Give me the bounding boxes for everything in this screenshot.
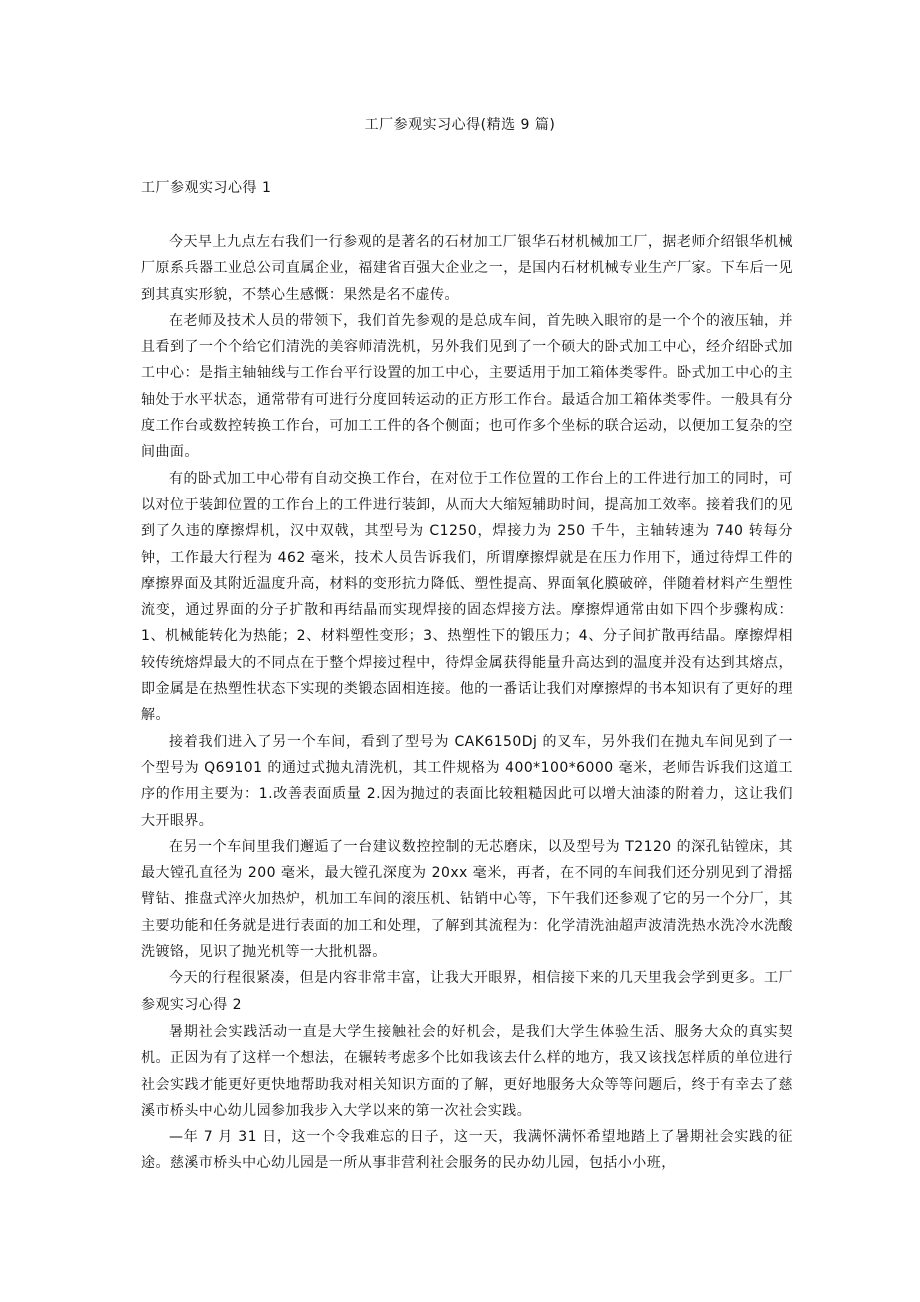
- paragraph: 今天早上九点左右我们一行参观的是著名的石材加工厂银华石材机械加工厂，据老师介绍银华机械厂原系兵器工业总公司直属企业，福建省百强大企业之一，是国内石材机械专业生产厂家。下车后一见到其真实形貌，不禁心生感慨：果然是名不虚传。: [141, 234, 793, 303]
- paragraph: 在老师及技术人员的带领下，我们首先参观的是总成车间，首先映入眼帘的是一个个的液压轴，并且看到了一个个给它们清洗的美容师清洗机，另外我们见到了一个硕大的卧式加工中心，经介绍卧式加工中心：是指主轴轴线与工作台平行设置的加工中心，主要适用于加工箱体类零件。卧式加工中心的主轴处于水平状态，通常带有可进行分度回转运动的正方形工作台。最适合加工箱体类零件。一般具有分度工作台或数控转换工作台，可加工工件的各个侧面；也可作多个坐标的联合运动，以便加工复杂的空间曲面。: [141, 312, 793, 461]
- paragraph: 暑期社会实践活动一直是大学生接触社会的好机会，是我们大学生体验生活、服务大众的真实契机。正因为有了这样一个想法，在辗转考虑多个比如我该去什么样的地方，我又该找怎样质的单位进行社会实践才能更好更快地帮助我对相关知识方面的了解，更好地服务大众等等问题后，终于有幸去了慈溪市桥头中心幼儿园参加我步入大学以来的第一次社会实践。: [141, 1024, 793, 1119]
- paragraph: —年 7 月 31 日，这一个令我难忘的日子，这一天，我满怀满怀希望地踏上了暑期社会实践的征途。慈溪市桥头中心幼儿园是一所从事非营利社会服务的民办幼儿园，包括小小班，: [141, 1129, 793, 1172]
- paragraph: 接着我们进入了另一个车间，看到了型号为 CAK6150Dj 的叉车，另外我们在抛丸车间见到了一个型号为 Q69101 的通过式抛丸清洗机，其工件规格为 400*100*6000 毫米，老师告诉我们这道工序的作用主要为：1.改善表面质量 2.因为抛过的表面比较粗糙因此可以增大油漆的附着力，这让我们大开眼界。: [141, 733, 793, 829]
- section-heading-1: 工厂参观实习心得 1: [141, 180, 272, 196]
- paragraph: 有的卧式加工中心带有自动交换工作台，在对位于工作位置的工作台上的工件进行加工的同时，可以对位于装卸位置的工作台上的工件进行装卸，从而大大缩短辅助时间，提高加工效率。接着我们的见到了久违的摩擦焊机，汉中双戟，其型号为 C1250，焊接力为 250 千牛，主轴转速为 740 转每分钟，工作最大行程为 462 毫米，技术人员告诉我们，所谓摩擦焊就是在压力作用下，通过待焊工件的摩擦界面及其附近温度升高，材料的变形抗力降低、塑性提高、界面氧化膜破碎，伴随着材料产生塑性流变，通过界面的分子扩散和再结晶而实现焊接的固态焊接方法。摩擦焊通常由如下四个步骤构成：1、机械能转化为热能；2、材料塑性变形；3、热塑性下的锻压力；4、分子间扩散再结晶。摩擦焊相较传统熔焊最大的不同点在于整个焊接过程中，待焊金属获得能量升高达到的温度并没有达到其熔点，即金属是在热塑性状态下实现的类锻态固相连接。他的一番话让我们对摩擦焊的书本知识有了更好的理解。: [141, 470, 793, 724]
- paragraph-text: 今天的行程很紧凑，但是内容非常丰富，让我大开眼界，相信接下来的几天里我会学到更多。: [169, 970, 765, 987]
- section-1-body: [141, 229, 793, 1018]
- paragraph: 在另一个车间里我们邂逅了一台建议数控控制的无芯磨床，以及型号为 T2120 的深孔钻镗床，其最大镗孔直径为 200 毫米，最大镗孔深度为 20xx 毫米，再者，在不同的车间我们还分别见到了滑摇臂钻、推盘式淬火加热炉，机加工车间的滚压机、钻销中心等，下午我们还参观了它的另一个分厂，其主要功能和任务就是进行表面的加工和处理，了解到其流程为：化学清洗油超声波清洗热水洗冷水洗酸洗镀铬，见识了抛光机等一大批机器。: [141, 838, 793, 961]
- paragraph-with-inline-heading: [141, 965, 793, 1018]
- section-heading-2: 工厂参观实习心得 2: [141, 970, 793, 1013]
- document-title: 工厂参观实习心得(精选 9 篇): [364, 117, 556, 133]
- section-2-body: [141, 1019, 793, 1177]
